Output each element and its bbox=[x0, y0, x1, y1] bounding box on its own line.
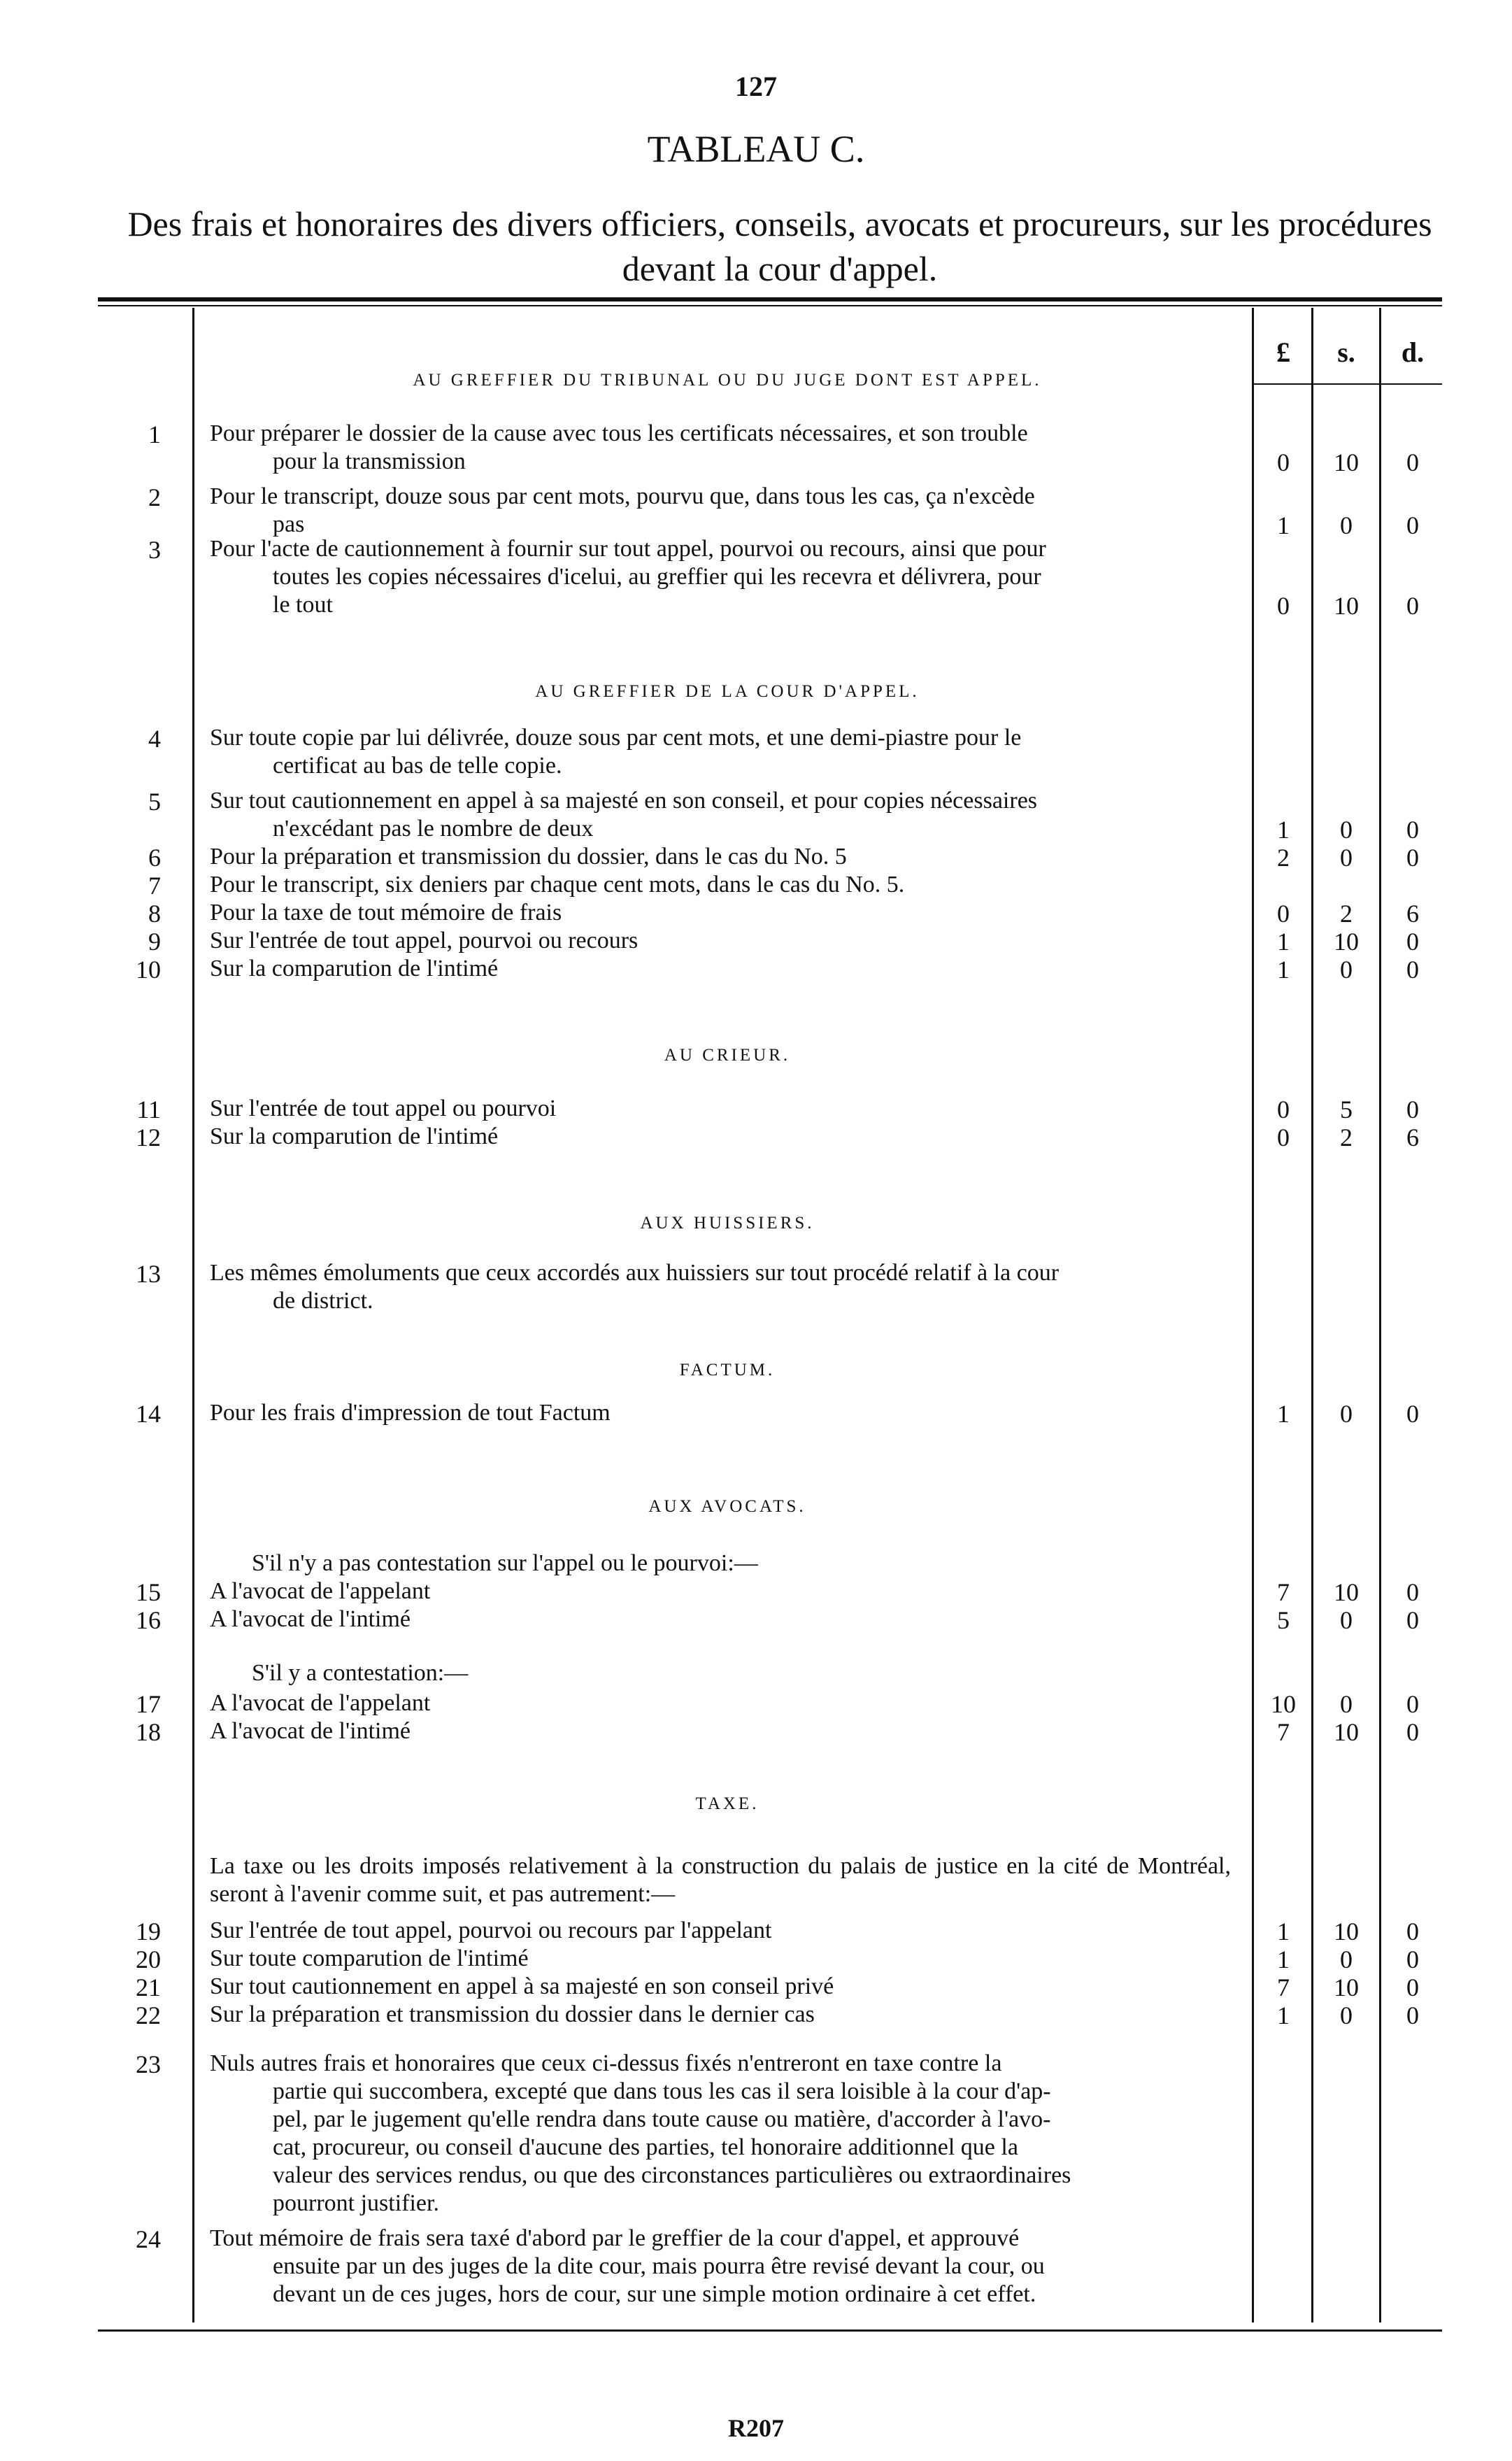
item-text-line: Sur l'entrée de tout appel ou pourvoi bbox=[210, 1095, 557, 1121]
shillings-header: s. bbox=[1337, 336, 1355, 368]
pence-value: 0 bbox=[1406, 1917, 1419, 1945]
shillings-value: 0 bbox=[1340, 956, 1353, 984]
item-text bbox=[210, 1717, 1231, 1745]
item-number: 6 bbox=[148, 844, 161, 872]
shillings-value: 0 bbox=[1340, 816, 1353, 844]
item-number: 3 bbox=[148, 536, 161, 564]
top-rule-thin bbox=[98, 305, 1442, 306]
item-number: 5 bbox=[148, 788, 161, 816]
item-number: 9 bbox=[148, 928, 161, 956]
pounds-value: 0 bbox=[1277, 1095, 1290, 1123]
section-heading: TAXE. bbox=[695, 1794, 759, 1813]
shillings-value: 10 bbox=[1334, 448, 1359, 476]
item-text-line: valeur des services rendus, ou que des circonstances particulières ou extraordinaires bbox=[273, 2162, 1071, 2188]
section-heading: FACTUM. bbox=[679, 1361, 776, 1380]
item-number: 22 bbox=[136, 2001, 161, 2029]
item-text bbox=[210, 1973, 1231, 2001]
item-number: 2 bbox=[148, 483, 161, 511]
item-text-line: Pour le transcript, douze sous par cent mots, pourvu que, dans tous les cas, ça n'excède bbox=[210, 483, 1035, 509]
pounds-value: 7 bbox=[1277, 1718, 1290, 1746]
pence-value: 0 bbox=[1406, 1400, 1419, 1428]
tableau-title: TABLEAU C. bbox=[647, 128, 865, 170]
shillings-value: 10 bbox=[1334, 1973, 1359, 2001]
pence-header: d. bbox=[1401, 336, 1425, 368]
pounds-value: 10 bbox=[1271, 1690, 1296, 1718]
item-text-line: Pour la préparation et transmission du dossier, dans le cas du No. 5 bbox=[210, 844, 847, 870]
item-text-line: Pour la taxe de tout mémoire de frais bbox=[210, 900, 562, 925]
shillings-value: 0 bbox=[1340, 2001, 1353, 2029]
item-text bbox=[210, 724, 1231, 780]
column-line-shillings bbox=[1311, 308, 1313, 2322]
pounds-value: 1 bbox=[1277, 1400, 1290, 1428]
item-text-line: certificat au bas de telle copie. bbox=[273, 753, 562, 779]
item-text-line: A l'avocat de l'intimé bbox=[210, 1606, 411, 1632]
item-number: 12 bbox=[136, 1123, 161, 1151]
column-line-text bbox=[192, 308, 194, 2322]
item-text-line: Sur la comparution de l'intimé bbox=[210, 956, 499, 981]
item-number: 16 bbox=[136, 1606, 161, 1634]
item-text-line: Les mêmes émoluments que ceux accordés aux huissiers sur tout procédé relatif à la cour bbox=[210, 1260, 1060, 1286]
item-text bbox=[210, 955, 1231, 983]
subheading-no-contest: S'il n'y a pas contestation sur l'appel ou le pourvoi:— bbox=[252, 1550, 758, 1576]
item-text bbox=[210, 1123, 1231, 1151]
pence-value: 0 bbox=[1406, 956, 1419, 984]
item-number: 23 bbox=[136, 2050, 161, 2078]
shillings-value: 10 bbox=[1334, 1718, 1359, 1746]
pence-value: 6 bbox=[1406, 1123, 1419, 1151]
item-text-line: Sur l'entrée de tout appel, pourvoi ou recours par l'appelant bbox=[210, 1917, 772, 1943]
pounds-value: 0 bbox=[1277, 1123, 1290, 1151]
item-text-line: Pour le transcript, six deniers par chaque cent mots, dans le cas du No. 5. bbox=[210, 872, 905, 898]
pounds-value: 1 bbox=[1277, 816, 1290, 844]
pounds-header: £ bbox=[1276, 336, 1290, 368]
subheading-contest: S'il y a contestation:— bbox=[252, 1660, 469, 1686]
pounds-value: 7 bbox=[1277, 1578, 1290, 1606]
item-text-line: pour la transmission bbox=[273, 448, 466, 474]
pence-value: 0 bbox=[1406, 1095, 1419, 1123]
pounds-value: 0 bbox=[1277, 900, 1290, 928]
pounds-value: 0 bbox=[1277, 448, 1290, 476]
item-text-line: Pour l'acte de cautionnement à fournir sur tout appel, pourvoi ou recours, ainsi que pour bbox=[210, 536, 1046, 562]
pence-value: 0 bbox=[1406, 2001, 1419, 2029]
item-text bbox=[210, 871, 1231, 899]
item-text bbox=[210, 420, 1231, 476]
item-text bbox=[210, 1917, 1231, 1945]
item-text bbox=[210, 2225, 1231, 2308]
column-line-pounds bbox=[1252, 308, 1254, 2322]
item-text bbox=[210, 787, 1231, 843]
item-text bbox=[210, 927, 1231, 955]
item-number: 7 bbox=[148, 872, 161, 900]
pence-value: 0 bbox=[1406, 1606, 1419, 1634]
pounds-value: 1 bbox=[1277, 956, 1290, 984]
item-text bbox=[210, 2001, 1231, 2029]
item-text-line: Sur tout cautionnement en appel à sa majesté en son conseil privé bbox=[210, 1973, 834, 1999]
pence-value: 0 bbox=[1406, 1718, 1419, 1746]
item-text-line: Sur l'entrée de tout appel, pourvoi ou recours bbox=[210, 928, 639, 953]
item-text-line: toutes les copies nécessaires d'icelui, au greffier qui les recevra et délivrera, pour bbox=[273, 564, 1041, 590]
item-text-line: n'excédant pas le nombre de deux bbox=[273, 816, 594, 842]
shillings-value: 0 bbox=[1340, 511, 1353, 539]
shillings-value: 0 bbox=[1340, 1400, 1353, 1428]
section-heading: AU GREFFIER DE LA COUR D'APPEL. bbox=[535, 682, 920, 701]
item-text-line: A l'avocat de l'appelant bbox=[210, 1690, 431, 1716]
section-heading: AU GREFFIER DU TRIBUNAL OU DU JUGE DONT EST APPEL. bbox=[413, 371, 1042, 390]
item-text bbox=[210, 1945, 1231, 1973]
item-text bbox=[210, 1605, 1231, 1633]
shillings-value: 0 bbox=[1340, 844, 1353, 872]
shillings-value: 0 bbox=[1340, 1606, 1353, 1634]
page-footer: R207 bbox=[728, 2414, 784, 2442]
item-text bbox=[210, 1095, 1231, 1123]
page-number: 127 bbox=[735, 71, 777, 102]
subheading-taxe-intro: La taxe ou les droits imposés relativement à la construction du palais de justice en la cité de Montréal, seront à l'avenir comme suit, et pas autrement:— bbox=[210, 1853, 1231, 1907]
pounds-value: 0 bbox=[1277, 592, 1290, 620]
item-text-line: Sur toute comparution de l'intimé bbox=[210, 1945, 529, 1971]
pence-value: 0 bbox=[1406, 1578, 1419, 1606]
top-rule-thick bbox=[98, 297, 1442, 302]
item-number: 8 bbox=[148, 900, 161, 928]
header-underline bbox=[1252, 383, 1442, 385]
item-text-line: pas bbox=[273, 511, 305, 537]
item-text bbox=[210, 1689, 1231, 1717]
item-text bbox=[210, 1577, 1231, 1605]
item-number: 24 bbox=[136, 2225, 161, 2253]
item-number: 13 bbox=[136, 1260, 161, 1288]
item-text-line: cat, procureur, ou conseil d'aucune des parties, tel honoraire additionnel que la bbox=[273, 2134, 1018, 2160]
shillings-value: 0 bbox=[1340, 1690, 1353, 1718]
pence-value: 0 bbox=[1406, 1945, 1419, 1973]
shillings-value: 5 bbox=[1340, 1095, 1353, 1123]
pence-value: 0 bbox=[1406, 928, 1419, 956]
column-line-pence bbox=[1379, 308, 1381, 2322]
item-text-line: Pour préparer le dossier de la cause avec tous les certificats nécessaires, et son trouble bbox=[210, 420, 1028, 446]
pounds-value: 1 bbox=[1277, 1945, 1290, 1973]
pence-value: 0 bbox=[1406, 448, 1419, 476]
item-text-line: A l'avocat de l'intimé bbox=[210, 1718, 411, 1744]
shillings-value: 10 bbox=[1334, 1917, 1359, 1945]
item-number: 4 bbox=[148, 725, 161, 753]
pence-value: 0 bbox=[1406, 592, 1419, 620]
item-text-line: Sur la comparution de l'intimé bbox=[210, 1123, 499, 1149]
item-number: 18 bbox=[136, 1718, 161, 1746]
pounds-value: 1 bbox=[1277, 1917, 1290, 1945]
pounds-value: 1 bbox=[1277, 2001, 1290, 2029]
item-text-line: devant un de ces juges, hors de cour, sur une simple motion ordinaire à cet effet. bbox=[273, 2281, 1036, 2307]
item-text bbox=[210, 899, 1231, 927]
item-text bbox=[210, 843, 1231, 871]
bottom-rule bbox=[98, 2329, 1442, 2332]
shillings-value: 10 bbox=[1334, 1578, 1359, 1606]
item-text-line: Sur la préparation et transmission du dossier dans le dernier cas bbox=[210, 2001, 815, 2027]
item-text-line: Tout mémoire de frais sera taxé d'abord par le greffier de la cour d'appel, et approuvé bbox=[210, 2225, 1020, 2251]
pence-value: 0 bbox=[1406, 844, 1419, 872]
item-text bbox=[210, 535, 1231, 619]
item-text-line: partie qui succombera, excepté que dans tous les cas il sera loisible à la cour d'ap- bbox=[273, 2078, 1051, 2104]
item-number: 11 bbox=[136, 1095, 161, 1123]
item-number: 15 bbox=[136, 1578, 161, 1606]
subtitle: Des frais et honoraires des divers officiers, conseils, avocats et procureurs, sur les procédures devant la cour d'appel. bbox=[127, 204, 1432, 288]
pence-value: 0 bbox=[1406, 1690, 1419, 1718]
pounds-value: 1 bbox=[1277, 511, 1290, 539]
shillings-value: 2 bbox=[1340, 900, 1353, 928]
section-heading: AU CRIEUR. bbox=[664, 1046, 791, 1065]
item-text bbox=[210, 1399, 1231, 1427]
item-text-line: Pour les frais d'impression de tout Factum bbox=[210, 1400, 611, 1426]
item-text bbox=[210, 2050, 1231, 2218]
shillings-value: 10 bbox=[1334, 928, 1359, 956]
item-text-line: ensuite par un des juges de la dite cour, mais pourra être revisé devant la cour, ou bbox=[273, 2253, 1045, 2279]
item-number: 21 bbox=[136, 1973, 161, 2001]
item-text-line: de district. bbox=[273, 1288, 373, 1314]
item-text-line: Sur tout cautionnement en appel à sa majesté en son conseil, et pour copies nécessaires bbox=[210, 788, 1038, 814]
pence-value: 0 bbox=[1406, 511, 1419, 539]
pounds-value: 2 bbox=[1277, 844, 1290, 872]
item-number: 20 bbox=[136, 1945, 161, 1973]
item-text-line: le tout bbox=[273, 592, 333, 618]
item-text-line: pourront justifier. bbox=[273, 2190, 439, 2216]
item-number: 17 bbox=[136, 1690, 161, 1718]
item-text-line: Nuls autres frais et honoraires que ceux ci-dessus fixés n'entreront en taxe contre la bbox=[210, 2050, 1002, 2076]
item-text-line: Sur toute copie par lui délivrée, douze sous par cent mots, et une demi-piastre pour le bbox=[210, 725, 1022, 751]
pence-value: 6 bbox=[1406, 900, 1419, 928]
shillings-value: 0 bbox=[1340, 1945, 1353, 1973]
pounds-value: 5 bbox=[1277, 1606, 1290, 1634]
item-number: 10 bbox=[136, 956, 161, 984]
shillings-value: 2 bbox=[1340, 1123, 1353, 1151]
pounds-value: 7 bbox=[1277, 1973, 1290, 2001]
section-heading: AUX AVOCATS. bbox=[648, 1497, 806, 1516]
item-number: 19 bbox=[136, 1917, 161, 1945]
item-number: 1 bbox=[148, 420, 161, 448]
item-text bbox=[210, 1259, 1231, 1315]
section-heading: AUX HUISSIERS. bbox=[640, 1214, 815, 1233]
pence-value: 0 bbox=[1406, 816, 1419, 844]
item-text-line: A l'avocat de l'appelant bbox=[210, 1578, 431, 1604]
shillings-value: 10 bbox=[1334, 592, 1359, 620]
item-text bbox=[210, 483, 1231, 539]
pence-value: 0 bbox=[1406, 1973, 1419, 2001]
item-text-line: pel, par le jugement qu'elle rendra dans toute cause ou matière, d'accorder à l'avo- bbox=[273, 2106, 1051, 2132]
item-number: 14 bbox=[136, 1400, 161, 1428]
pounds-value: 1 bbox=[1277, 928, 1290, 956]
